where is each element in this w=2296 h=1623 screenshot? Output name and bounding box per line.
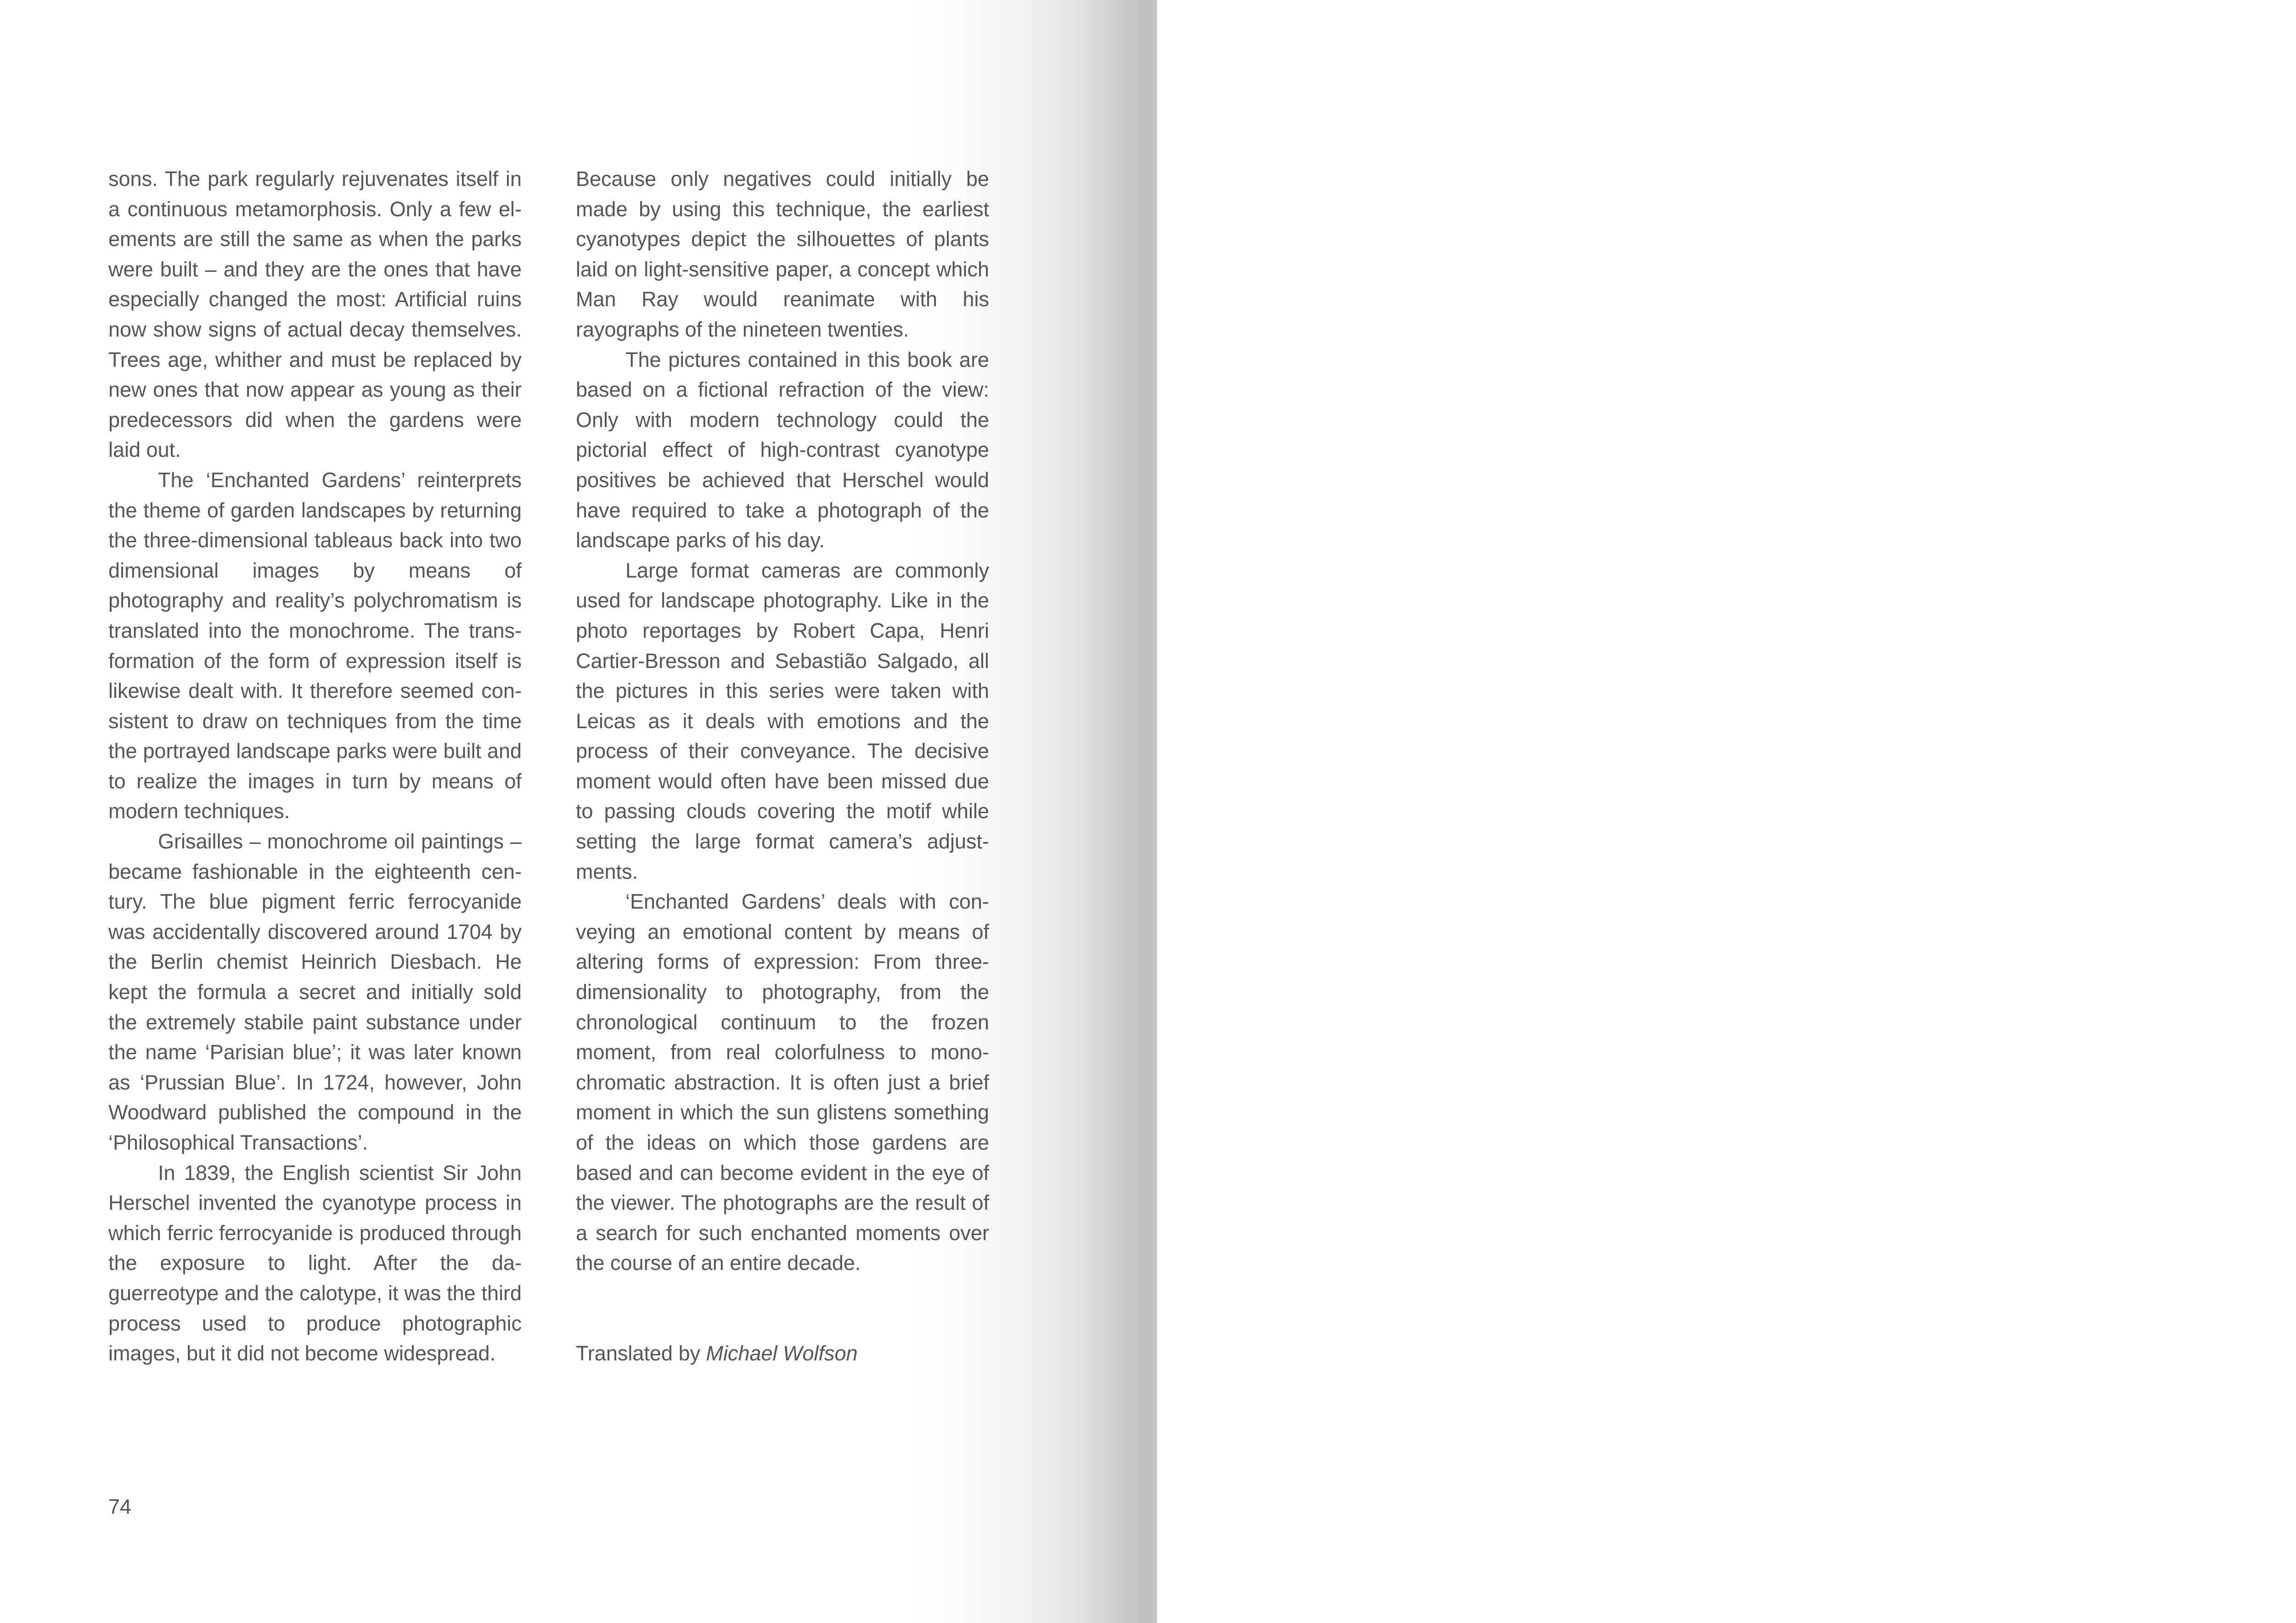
paragraph: ‘Enchanted Gardens’ deals with conveying an emotional content by means of altering forms of expression: From three-dimensionality to photography, from the chronological continuum to the frozen moment, from real colorfulness to monochromatic abstraction. It is often just a brief moment in which the sun glistens something of the ideas on which those gardens are based and can become evident in the eye of the viewer. The photographs are the result of a search for such enchanted moments over the course of an entire decade.: [576, 890, 989, 1275]
paragraph: Large format cameras are commonly used for landscape photography. Like in the photo reportages by Robert Capa, Henri Cartier-Bresson and Sebastião Salgado, all the pictures in this series were taken with Leicas as it deals with emotions and the process of their conveyance. The decisive moment would often have been missed due to passing clouds covering the motif while setting the large format camera’s adjustments.: [576, 558, 989, 883]
paragraph: In 1839, the English scientist Sir John Herschel invented the cyanotype process in which ferric ferrocyanide is produced through the exposure to light. After the daguerreotype and the calotype, it was the third process used to produce photographic images, but it did not become widespread.: [108, 1161, 522, 1365]
paragraph: The ‘Enchanted Gardens’ reinterprets the theme of garden landscapes by returning the three-dimensional tableaus back into two dimensional images by means of photography and reality’s polychromatism is translated into the monochrome. The transformation of the form of expression itself is likewise dealt with. It therefore seemed consistent to draw on techniques from the time the portrayed landscape parks were built and to realize the images in turn by means of modern techniques.: [108, 468, 522, 823]
paragraph: Because only negatives could initially be made by using this technique, the earliest cyanotypes depict the silhouettes of plants laid on light-sensitive paper, a concept which Man Ray would reanimate with his rayographs of the nineteen twenties.: [576, 167, 989, 341]
right-page-blank: [1157, 0, 2296, 1623]
text-column-left: [108, 164, 522, 1369]
paragraph: The pictures contained in this book are based on a fictional refraction of the view: Only with modern technology could the pictorial effect of high-contrast cyanotype positives be achieved that Herschel would have required to take a photograph of the landscape parks of his day.: [576, 348, 989, 552]
paragraph: Grisailles – monochrome oil paintings – became fashionable in the eighteenth century. The blue pigment ferric ferrocyanide was accidentally discovered around 1704 by the Berlin chemist Heinrich Diesbach. He kept the formula a secret and initially sold the extremely stabile paint substance under the name ‘Parisian blue’; it was later known as ‘Prussian Blue’. In 1724, however, John Woodward published the compound in the ‘Philosophical Transactions’.: [108, 830, 522, 1154]
paragraph: sons. The park regularly rejuvenates itself in a continuous metamorphosis. Only a few elements are still the same as when the parks were built – and they are the ones that have especially changed the most: Artificial ruins now show signs of actual decay themselves. Trees age, whither and must be replaced by new ones that now appear as young as their predecessors did when the gardens were laid out.: [108, 167, 522, 462]
credit-prefix: Translated by: [576, 1341, 706, 1365]
translator-credit: [576, 1338, 989, 1369]
translator-name: Michael Wolfson: [706, 1341, 858, 1365]
page-number: 74: [108, 1495, 132, 1518]
text-column-right: [576, 164, 989, 1369]
